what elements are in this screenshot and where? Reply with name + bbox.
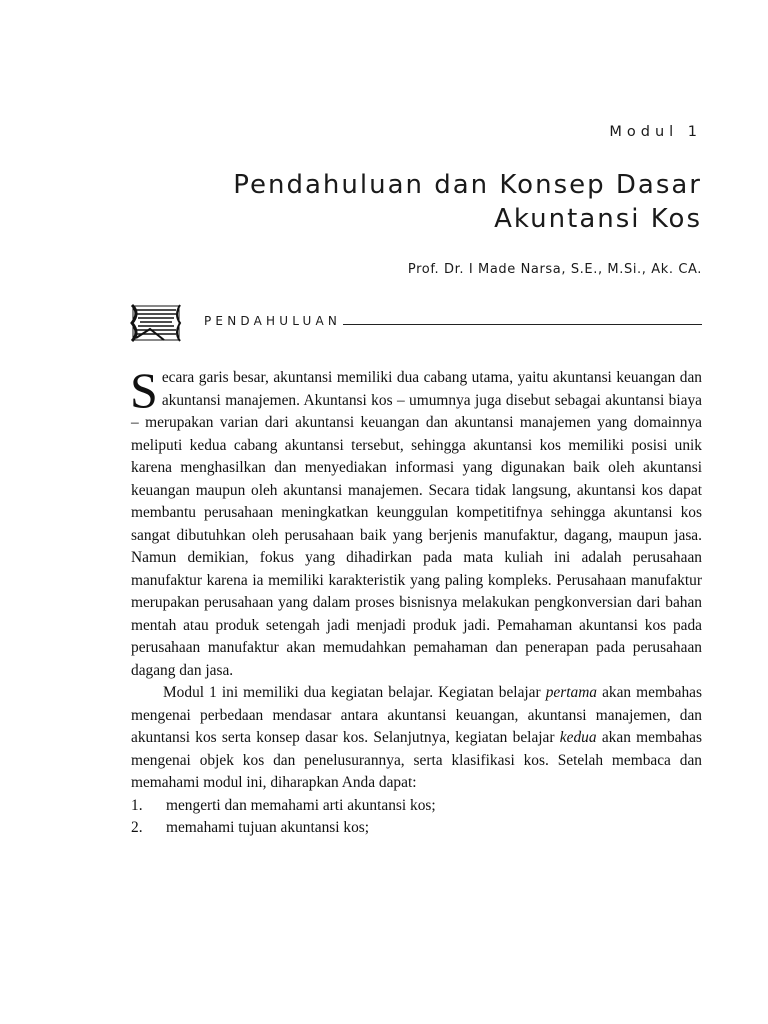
list-item (131, 795, 702, 818)
chapter-title (182, 168, 702, 236)
list-item-number: 1. (131, 796, 143, 814)
author-name: Prof. Dr. I Made Narsa, S.E., M.Si., Ak. CA. (407, 262, 702, 277)
paragraph-intro-text: ecara garis besar, akuntansi memiliki dua cabang utama, yaitu akuntansi keuangan dan akuntansi manajemen. Akuntansi kos – umumnya juga disebut sebagai akuntansi biaya – merupakan varian dari akuntansi keuangan dan akuntansi manajemen yang domainnya meliputi kedua cabang akuntansi tersebut, sehingga akuntansi kos memiliki posisi unik karena menghasilkan dan menyediakan informasi yang digunakan baik oleh akuntansi keuangan maupun oleh akuntansi manajemen. Secara tidak langsung, akuntansi kos dapat membantu perusahaan meningkatkan keunggulan kompetitifnya sehingga akuntansi kos sangat dibutuhkan oleh perusahaan baik yang berjenis manufaktur, dagang, maupun jasa. Namun demikian, fokus yang dihadirkan pada mata kuliah ini adalah perusahaan manufaktur karena ia memiliki karakteristik yang paling kompleks. Perusahaan manufaktur merupakan perusahaan yang dalam proses bisnisnya melakukan pengkonversian dari bahan mentah atau produk setengah jadi menjadi produk jadi. Pemahaman akuntansi kos pada perusahaan manufaktur akan memudahkan pemahaman dan penerapan pada perusahaan dagang dan jasa. (131, 369, 702, 679)
paragraph-intro (130, 362, 702, 682)
list-item-text: memahami tujuan akuntansi kos; (166, 819, 370, 836)
list-item-text: mengerti dan memahami arti akuntansi kos; (166, 796, 436, 814)
section-heading (204, 314, 702, 328)
paragraph-2-text-b: akan membahas mengenai perbedaan mendasar antara akuntansi keuangan, akuntansi manajemen, dan akuntansi kos serta konsep dasar kos. Selanjutnya, kegiatan belajar (131, 684, 702, 746)
list-item-number: 2. (131, 819, 143, 836)
body-text (130, 362, 702, 840)
emphasis-pertama: pertama (545, 684, 598, 701)
list-item (131, 817, 702, 840)
chapter-title-line-1: Pendahuluan dan Konsep Dasar (233, 170, 702, 200)
paragraph-module-overview (131, 682, 702, 795)
emphasis-kedua: kedua (559, 729, 597, 746)
objectives-list (131, 795, 702, 840)
section-heading-rule (343, 324, 702, 325)
scroll-icon (130, 303, 182, 343)
module-number: Modul 1 (609, 124, 702, 140)
section-heading-label: PENDAHULUAN (204, 314, 342, 328)
paragraph-2-text-a: Modul 1 ini memiliki dua kegiatan belajar. Kegiatan belajar (163, 684, 546, 701)
drop-cap: S (130, 362, 158, 418)
paragraph-2-text-c: akan membahas mengenai objek kos dan penelusurannya, serta klasifikasi kos. Setelah membaca dan memahami modul ini, diharapkan Anda dapat: (131, 729, 702, 791)
chapter-title-line-2: Akuntansi Kos (494, 204, 702, 234)
